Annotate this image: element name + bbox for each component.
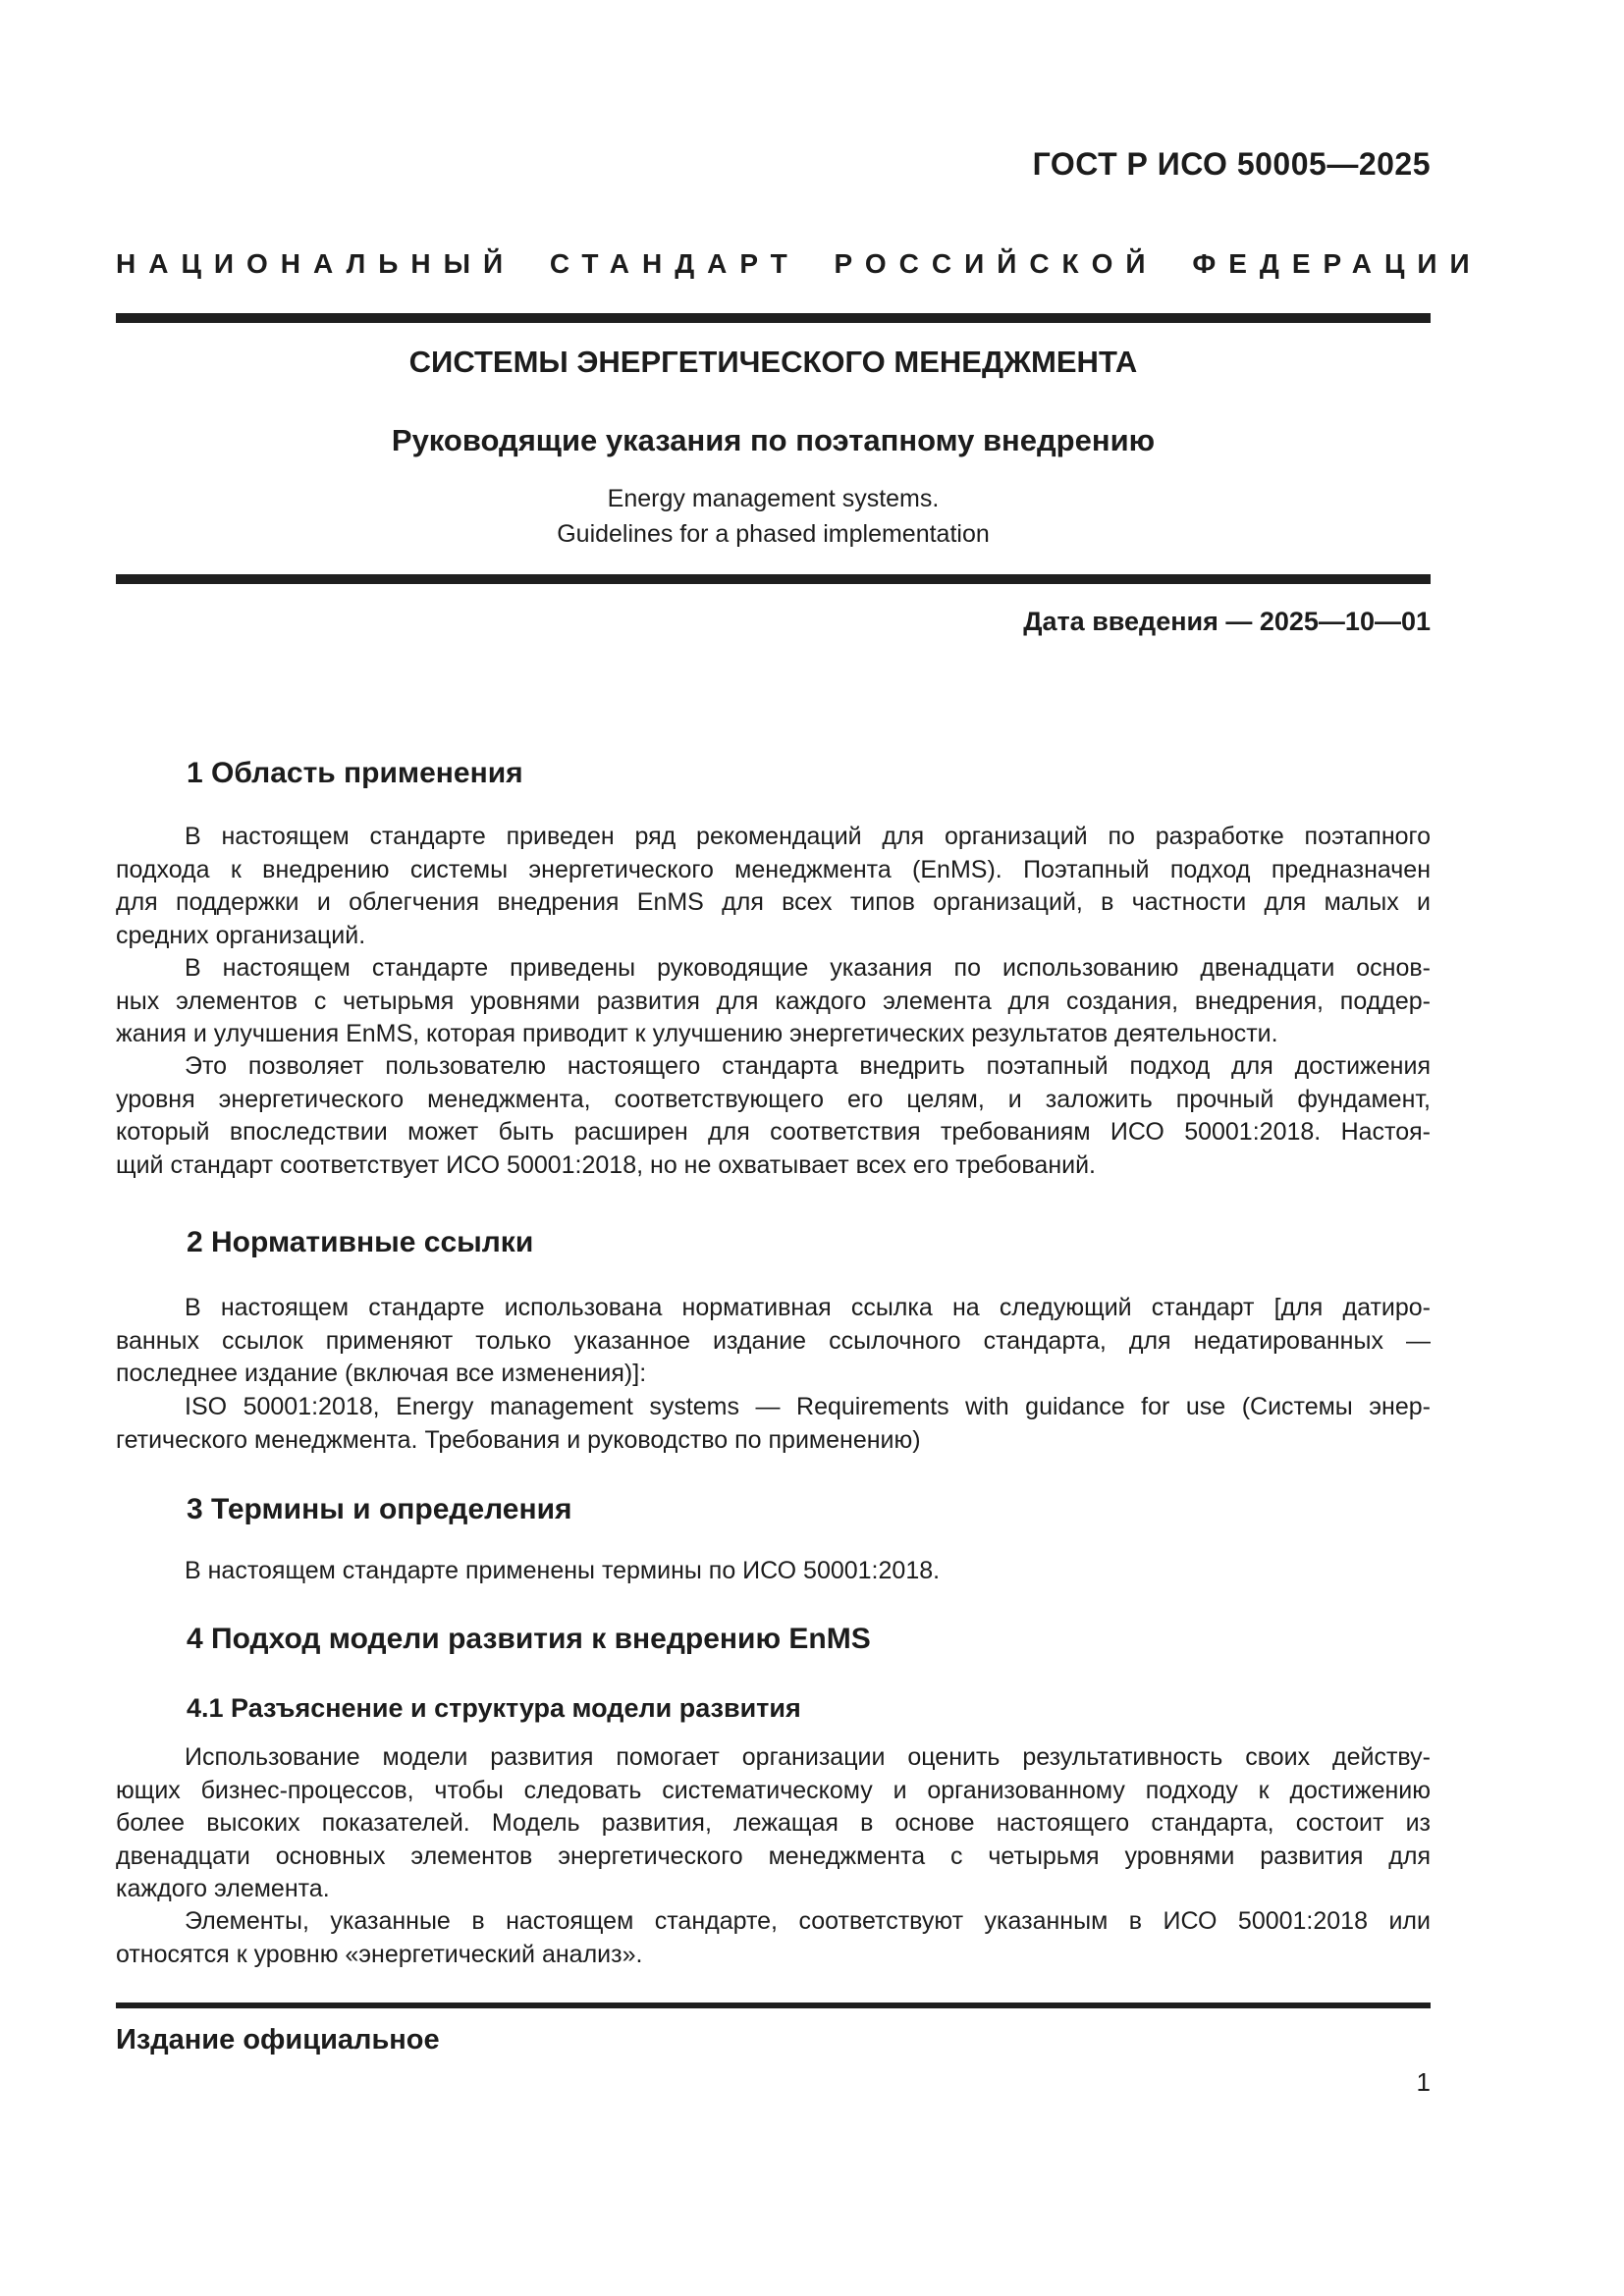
document-subtitle-ru: Руководящие указания по поэтапному внедрению bbox=[391, 423, 1156, 457]
text-line: ISO 50001:2018, Energy management systems — Requirements with guidance for use (Системы энер- bbox=[185, 1393, 1431, 1420]
text-line: последнее издание (включая все изменения)]: bbox=[116, 1360, 647, 1387]
text-line: В настоящем стандарте приведен ряд рекомендаций для организаций по разработке поэтапного bbox=[185, 823, 1431, 850]
text-line: относятся к уровню «энергетический анализ». bbox=[116, 1940, 643, 1968]
section-4-1-paragraph-2 bbox=[116, 1905, 1431, 1971]
section-2-paragraph-2 bbox=[116, 1391, 1431, 1457]
footer-rule bbox=[116, 2002, 1431, 2008]
text-line: В настоящем стандарте применены термины по ИСО 50001:2018. bbox=[185, 1557, 941, 1584]
text-line: ных элементов с четырьмя уровнями развития для каждого элемента для создания, внедрения, поддер- bbox=[116, 987, 1431, 1015]
text-line: подхода к внедрению системы энергетического менеджмента (EnMS). Поэтапный подход предназначен bbox=[116, 855, 1431, 883]
document-title-en bbox=[116, 481, 1431, 552]
section-4-1-paragraph-1 bbox=[116, 1741, 1431, 1906]
title-en-line1: Energy management systems. bbox=[607, 485, 940, 512]
section-1-paragraph-3 bbox=[116, 1050, 1431, 1182]
effective-date: Дата введения — 2025—10—01 bbox=[1023, 607, 1431, 636]
section-3-paragraph-1 bbox=[116, 1555, 1431, 1588]
document-title-ru: СИСТЕМЫ ЭНЕРГЕТИЧЕСКОГО МЕНЕДЖМЕНТА bbox=[408, 345, 1138, 379]
page-number: 1 bbox=[1416, 2067, 1431, 2097]
national-standard-banner: НАЦИОНАЛЬНЫЙ СТАНДАРТ РОССИЙСКОЙ ФЕДЕРАЦИИ bbox=[116, 248, 1483, 279]
text-line: каждого элемента. bbox=[116, 1875, 330, 1902]
top-rule bbox=[116, 313, 1431, 323]
text-line: В настоящем стандарте использована нормативная ссылка на следующий стандарт [для датиро- bbox=[185, 1294, 1431, 1321]
text-line: для поддержки и облегчения внедрения EnMS для всех типов организаций, в частности для малых и bbox=[116, 888, 1431, 916]
text-line: Это позволяет пользователю настоящего стандарта внедрить поэтапный подход для достижения bbox=[185, 1052, 1431, 1080]
text-line: ванных ссылок применяют только указанное издание ссылочного стандарта, для недатированных — bbox=[116, 1326, 1431, 1355]
text-line: В настоящем стандарте приведены руководящие указания по использованию двенадцати основ- bbox=[185, 954, 1431, 982]
edition-note: Издание официальное bbox=[116, 2024, 440, 2056]
text-line: ющих бизнес-процессов, чтобы следовать систематическому и организованному подходу к достижению bbox=[116, 1776, 1431, 1804]
title-block-rule bbox=[116, 574, 1431, 584]
section-4-1-heading: 4.1 Разъяснение и структура модели развития bbox=[187, 1693, 801, 1723]
section-4-heading: 4 Подход модели развития к внедрению EnMS bbox=[187, 1623, 871, 1655]
title-en-line2: Guidelines for a phased implementation bbox=[557, 520, 990, 548]
section-3-heading: 3 Термины и определения bbox=[187, 1493, 572, 1525]
text-line: щий стандарт соответствует ИСО 50001:2018, но не охватывает всех его требований. bbox=[116, 1150, 1096, 1179]
doc-code: ГОСТ Р ИСО 50005—2025 bbox=[1032, 146, 1431, 182]
section-1-paragraph-2 bbox=[116, 952, 1431, 1051]
text-line: средних организаций. bbox=[116, 921, 366, 949]
section-2-paragraph-1 bbox=[116, 1292, 1431, 1391]
text-line: двенадцати основных элементов энергетического менеджмента с четырьмя уровнями развития для bbox=[116, 1842, 1431, 1870]
section-2-heading: 2 Нормативные ссылки bbox=[187, 1226, 534, 1258]
text-line: Использование модели развития помогает организации оценить результативность своих действу- bbox=[185, 1743, 1431, 1771]
text-line: более высоких показателей. Модель развития, лежащая в основе настоящего стандарта, состоит из bbox=[116, 1809, 1431, 1837]
text-line: уровня энергетического менеджмента, соответствующего его целям, и заложить прочный фундамент, bbox=[116, 1085, 1431, 1113]
text-line: который впоследствии может быть расширен для соответствия требованиям ИСО 50001:2018. Настоя- bbox=[116, 1118, 1431, 1146]
text-line: Элементы, указанные в настоящем стандарте, соответствуют указанным в ИСО 50001:2018 или bbox=[185, 1907, 1431, 1935]
section-1-paragraph-1 bbox=[116, 821, 1431, 952]
section-1-heading: 1 Область применения bbox=[187, 757, 523, 789]
text-line: гетического менеджмента. Требования и руководство по применению) bbox=[116, 1425, 921, 1454]
text-line: жания и улучшения EnMS, которая приводит к улучшению энергетических результатов деятельности. bbox=[116, 1020, 1278, 1047]
